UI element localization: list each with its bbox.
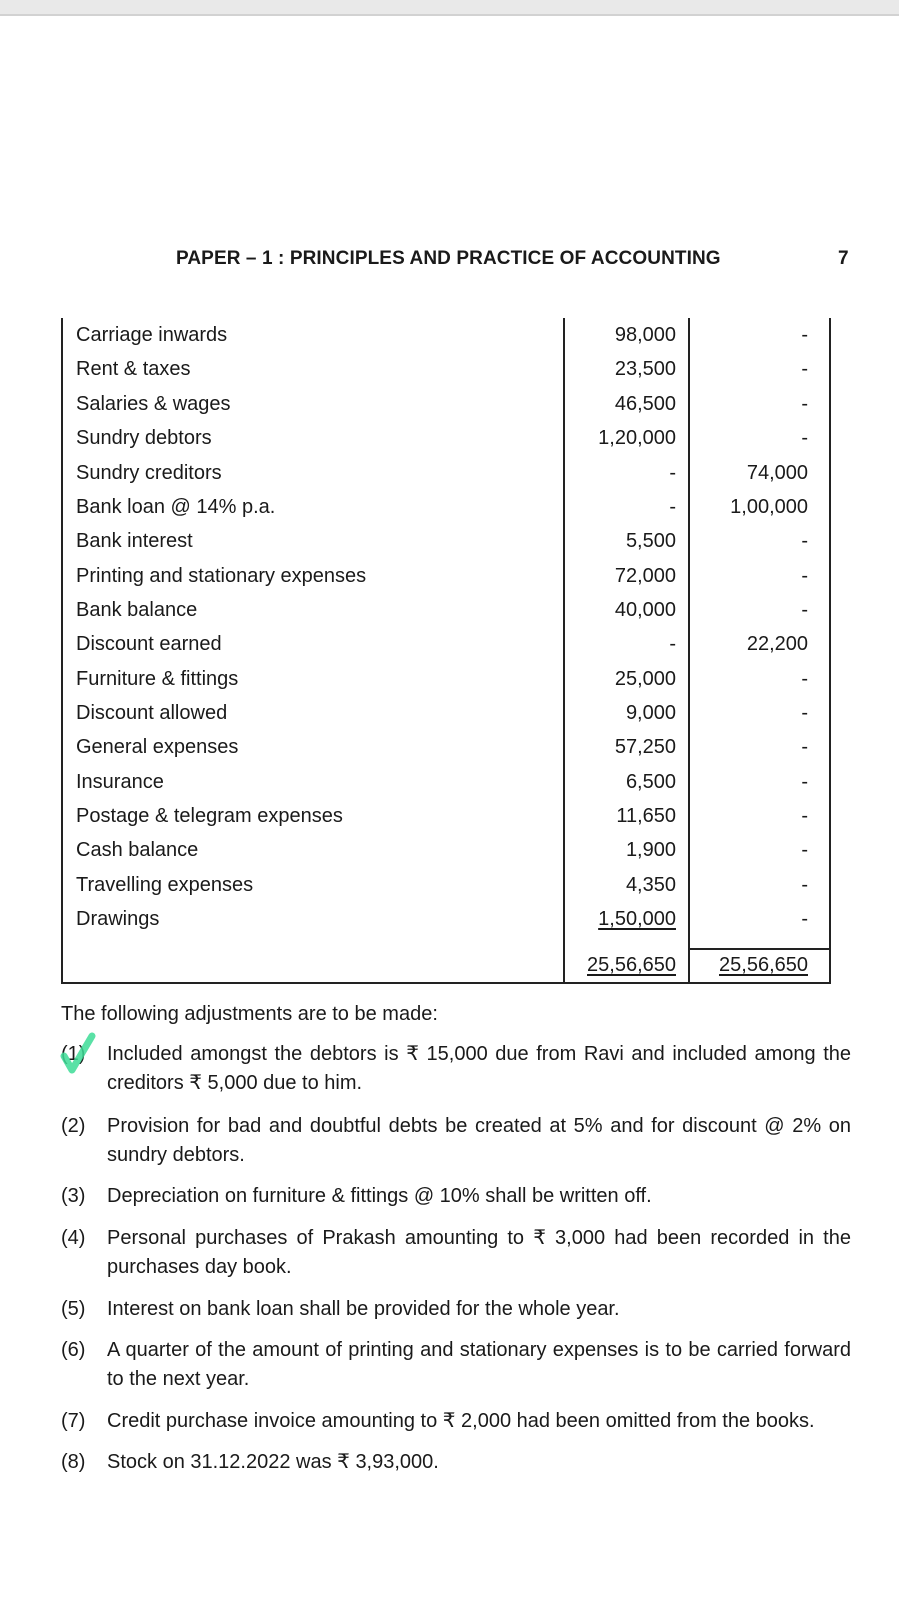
credit-amount: 22,200 <box>746 633 808 655</box>
debit-amount: 1,50,000 <box>598 908 676 930</box>
adjustment-item <box>61 1040 851 1098</box>
table-row <box>61 318 830 352</box>
table-row <box>61 662 830 696</box>
adjustment-text: Provision for bad and doubtful debts be created at 5% and for discount @ 2% on sundry debtors. <box>107 1115 851 1166</box>
account-label: Carriage inwards <box>76 324 228 346</box>
account-label: Furniture & fittings <box>76 668 239 690</box>
page-title: PAPER – 1 : PRINCIPLES AND PRACTICE OF ACCOUNTING <box>176 248 721 269</box>
credit-amount: 74,000 <box>746 462 808 484</box>
adjustment-item <box>61 1295 851 1324</box>
credit-amount: 1,00,000 <box>730 496 808 518</box>
table-row <box>61 421 830 455</box>
credit-amount: - <box>801 565 808 587</box>
debit-amount: 9,000 <box>625 702 676 724</box>
adjustment-number: (7) <box>61 1410 86 1432</box>
debit-amount: 57,250 <box>614 736 676 758</box>
adjustment-text: Personal purchases of Prakash amounting to ₹ 3,000 had been recorded in the purchases day book. <box>107 1227 851 1278</box>
credit-amount: - <box>801 805 808 827</box>
account-label: Discount allowed <box>76 702 228 724</box>
debit-amount: 72,000 <box>614 565 676 587</box>
debit-amount: 4,350 <box>625 874 676 896</box>
credit-amount: - <box>801 839 808 861</box>
credit-total-rule <box>688 948 830 950</box>
adjustment-number: (4) <box>61 1227 86 1249</box>
table-row <box>61 490 830 524</box>
adjustment-text: Depreciation on furniture & fittings @ 10% shall be written off. <box>107 1185 652 1207</box>
table-row <box>61 593 830 627</box>
account-label: Salaries & wages <box>76 393 231 415</box>
adjustment-item <box>61 1224 851 1282</box>
adjustment-number: (1) <box>61 1043 86 1065</box>
account-label: Travelling expenses <box>76 874 254 896</box>
total-credit: 25,56,650 <box>719 954 808 976</box>
account-label: Insurance <box>76 771 164 793</box>
credit-amount: - <box>801 702 808 724</box>
table-row <box>61 868 830 902</box>
table-row <box>61 799 830 833</box>
account-label: Rent & taxes <box>76 358 191 380</box>
credit-amount: - <box>801 771 808 793</box>
adjustment-text: Interest on bank loan shall be provided for the whole year. <box>107 1298 620 1320</box>
credit-amount: - <box>801 393 808 415</box>
debit-amount: 11,650 <box>616 805 676 827</box>
table-row <box>61 352 830 386</box>
credit-amount: - <box>801 358 808 380</box>
account-label: Cash balance <box>76 839 199 861</box>
table-row <box>61 902 830 936</box>
account-label: Postage & telegram expenses <box>76 805 343 827</box>
adjustment-number: (6) <box>61 1339 86 1361</box>
table-row <box>61 524 830 558</box>
adjustment-item <box>61 1407 851 1436</box>
account-label: Drawings <box>76 908 160 930</box>
credit-amount: - <box>801 599 808 621</box>
total-debit: 25,56,650 <box>587 954 676 976</box>
adjustment-number: (2) <box>61 1115 86 1137</box>
adjustment-text: Included amongst the debtors is ₹ 15,000 due from Ravi and included among the creditors ₹ 5,000 due to him. <box>107 1043 851 1094</box>
account-label: General expenses <box>76 736 239 758</box>
account-label: Sundry debtors <box>76 427 212 449</box>
table-row <box>61 627 830 661</box>
highlighter-check-mark <box>58 1030 96 1076</box>
table-row <box>61 387 830 421</box>
account-label: Bank interest <box>76 530 193 552</box>
debit-amount: 1,900 <box>625 839 676 861</box>
adjustment-item <box>61 1448 851 1477</box>
credit-amount: - <box>801 530 808 552</box>
table-row <box>61 730 830 764</box>
account-label: Discount earned <box>76 633 222 655</box>
credit-amount: - <box>801 874 808 896</box>
debit-amount: 23,500 <box>614 358 676 380</box>
trial-balance-table <box>61 318 830 983</box>
adjustment-item <box>61 1182 851 1211</box>
table-row <box>61 765 830 799</box>
debit-amount: - <box>669 496 676 518</box>
table-row <box>61 559 830 593</box>
account-label: Bank loan @ 14% p.a. <box>76 496 276 518</box>
table-row <box>61 833 830 867</box>
adjustment-number: (8) <box>61 1451 86 1473</box>
adjustment-number: (3) <box>61 1185 86 1207</box>
table-row <box>61 696 830 730</box>
debit-amount: 5,500 <box>625 530 676 552</box>
debit-amount: - <box>669 462 676 484</box>
credit-amount: - <box>801 736 808 758</box>
adjustment-item <box>61 1336 851 1394</box>
credit-amount: - <box>801 908 808 930</box>
debit-amount: 1,20,000 <box>598 427 676 449</box>
debit-amount: 98,000 <box>614 324 676 346</box>
credit-amount: - <box>801 427 808 449</box>
adjustment-text: A quarter of the amount of printing and stationary expenses is to be carried forward to the next year. <box>107 1339 851 1390</box>
account-label: Printing and stationary expenses <box>76 565 367 587</box>
adjustments-intro: The following adjustments are to be made: <box>61 1003 438 1025</box>
debit-amount: 6,500 <box>625 771 676 793</box>
adjustment-number: (5) <box>61 1298 86 1320</box>
account-label: Bank balance <box>76 599 198 621</box>
credit-amount: - <box>801 324 808 346</box>
debit-amount: - <box>669 633 676 655</box>
debit-amount: 40,000 <box>614 599 676 621</box>
adjustment-text: Credit purchase invoice amounting to ₹ 2,000 had been omitted from the books. <box>107 1410 815 1432</box>
debit-amount: 46,500 <box>614 393 676 415</box>
adjustment-item <box>61 1112 851 1170</box>
debit-amount: 25,000 <box>614 668 676 690</box>
account-label: Sundry creditors <box>76 462 222 484</box>
table-border-bottom <box>61 982 831 984</box>
adjustment-text: Stock on 31.12.2022 was ₹ 3,93,000. <box>107 1451 439 1473</box>
viewer-top-bar <box>0 0 899 16</box>
table-row <box>61 456 830 490</box>
credit-amount: - <box>801 668 808 690</box>
page-number: 7 <box>838 248 849 269</box>
